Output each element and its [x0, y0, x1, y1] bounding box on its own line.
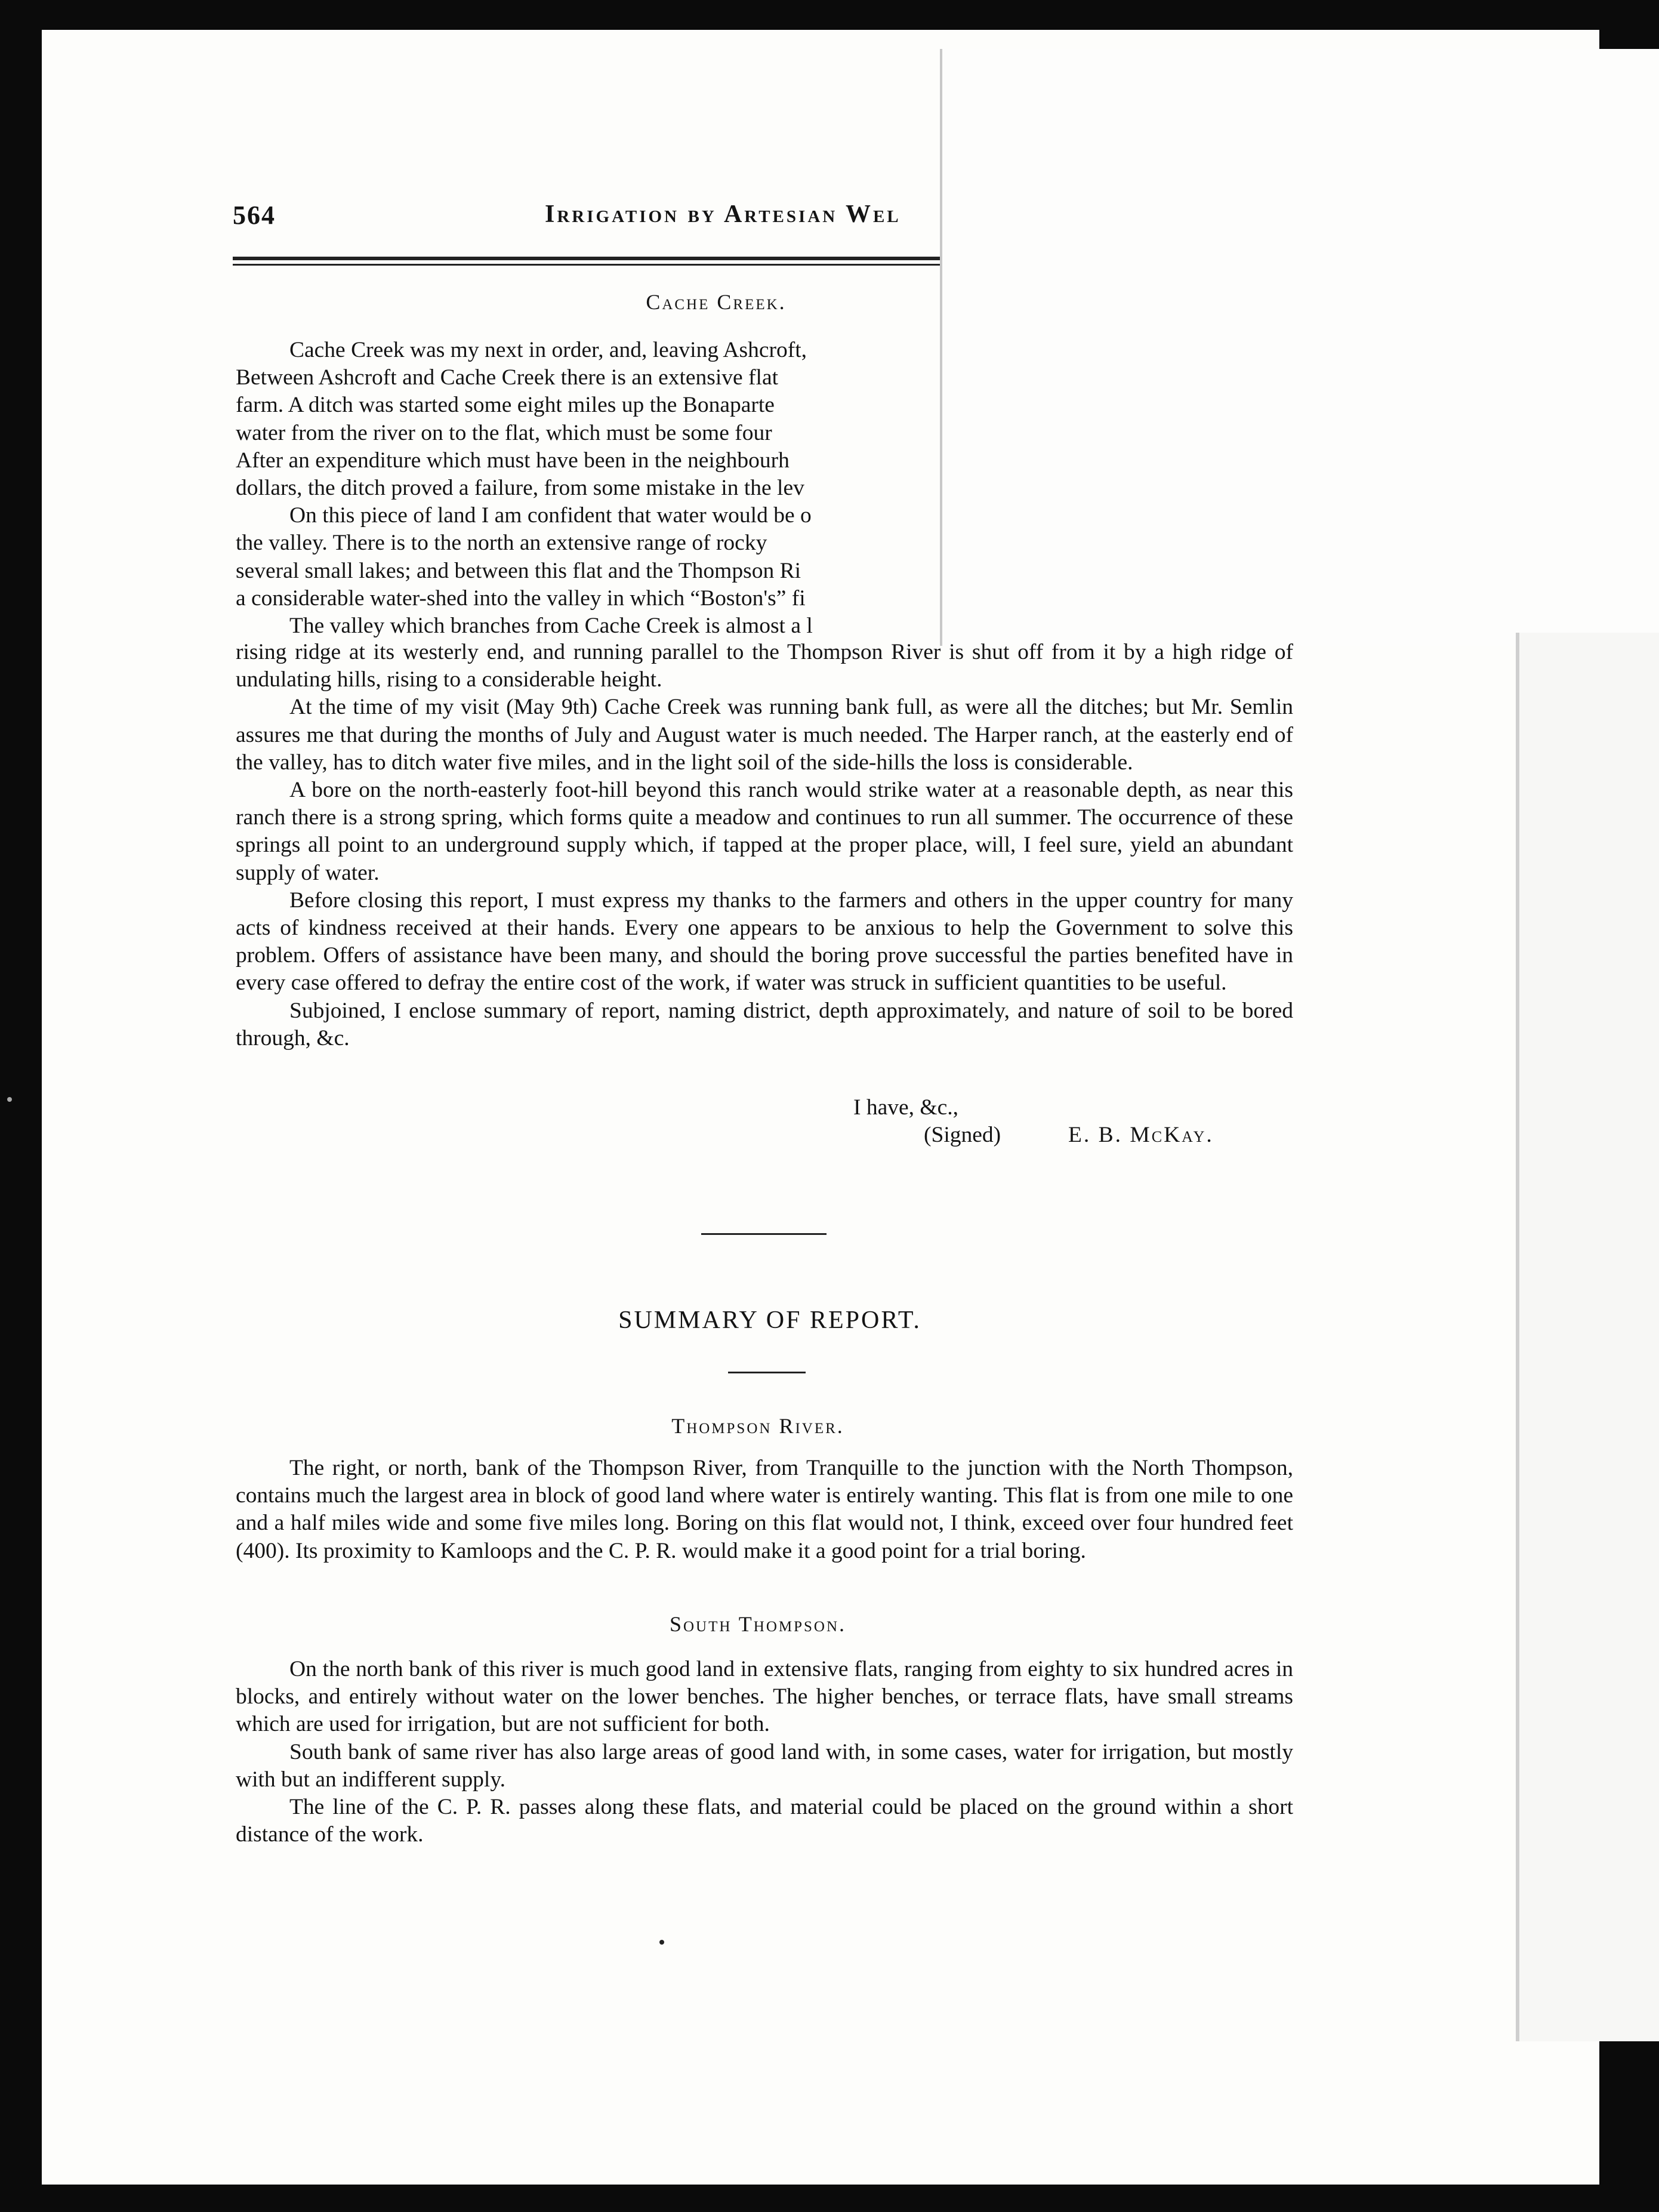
- paragraph: The valley which branches from Cache Creek is almost a l: [289, 614, 813, 639]
- paragraph: South bank of same river has also large areas of good land with, in some cases, water for irrigation, but mostly with but an indifferent supply.: [236, 1739, 1293, 1792]
- signed-label: (Signed): [924, 1123, 1001, 1147]
- paragraph: A bore on the north-easterly foot-hill beyond this ranch would strike water at a reasonable depth, as near this ranch there is a strong spring, which forms quite a meadow and continues to run all summer. The occurrence of these springs all point to an underground supply which, if tapped at the proper place, will, I feel sure, yield an abundant supply of water.: [236, 778, 1293, 885]
- cache-creek-text: [236, 639, 1293, 1052]
- underlying-paper-edge: [1516, 633, 1659, 2041]
- title-rule: [728, 1372, 806, 1373]
- south-thompson-text: [236, 1656, 1293, 1849]
- section-heading-thompson-river: Thompson River.: [671, 1414, 844, 1438]
- paragraph: Before closing this report, I must express my thanks to the farmers and others in the upper country for many acts of kindness received at their hands. Every one appears to be anxious to help the Government to solve this problem. Offers of assistance have been many, and should the boring prove successful the parties benefited have in every case offered to defray the entire cost of the work, if water was struck in sufficient quantities to be useful.: [236, 888, 1293, 996]
- section-heading-cache-creek: Cache Creek.: [646, 290, 787, 314]
- overlaid-paper-sheet: [940, 49, 1659, 646]
- signatory-name: E. B. McKay.: [1068, 1123, 1214, 1147]
- paragraph-continuation: rising ridge at its westerly end, and running parallel to the Thompson River is shut off from it by a high ridge of undulating hills, rising to a considerable height.: [236, 640, 1293, 692]
- paragraph: Cache Creek was my next in order, and, leaving Ashcroft, Between Ashcroft and Cache Creek there is an extensive flat farm. A ditch was started some eight miles up the Bonaparte water from the river on to the flat, which must be some four After an expenditure which must have been in the neighbourh dollars, the ditch proved a failure, from some mistake in the lev: [236, 338, 807, 501]
- page-number: 564: [233, 201, 276, 230]
- section-heading-south-thompson: South Thompson.: [669, 1612, 847, 1636]
- header-rule: [233, 264, 940, 266]
- section-separator-rule: [701, 1233, 827, 1235]
- scan-speck: [7, 1097, 12, 1102]
- thompson-river-text: [236, 1455, 1293, 1565]
- summary-title: SUMMARY OF REPORT.: [618, 1307, 921, 1334]
- paragraph: The line of the C. P. R. passes along these flats, and material could be placed on the ground within a short distance of the work.: [236, 1795, 1293, 1847]
- running-title: Irrigation by Artesian Wel: [545, 201, 901, 228]
- closing-salutation: I have, &c.,: [853, 1095, 958, 1120]
- header-rule: [233, 257, 940, 260]
- ink-speck: [659, 1940, 664, 1945]
- paragraph: At the time of my visit (May 9th) Cache Creek was running bank full, as were all the ditches; but Mr. Semlin assures me that during the months of July and August water is much needed. The Harper ranch, at the easterly end of the valley, has to ditch water five miles, and in the light soil of the side-hills the loss is considerable.: [236, 695, 1293, 775]
- paragraph: On the north bank of this river is much good land in extensive flats, ranging from eighty to six hundred acres in blocks, and entirely without water on the lower benches. The higher benches, or terrace flats, have small streams which are used for irrigation, but are not sufficient for both.: [236, 1657, 1293, 1737]
- paragraph: Subjoined, I enclose summary of report, naming district, depth approximately, and nature of soil to be bored through, &c.: [236, 998, 1293, 1050]
- paragraph: On this piece of land I am confident that water would be o the valley. There is to the north an extensive range of rocky several small lakes; and between this flat and the Thompson Ri a considerable water-shed into the valley in which “Boston's” fi: [236, 503, 812, 611]
- cache-creek-cut-text: [236, 337, 937, 640]
- paragraph: The right, or north, bank of the Thompson River, from Tranquille to the junction with the North Thompson, contains much the largest area in block of good land where water is entirely wanting. This flat is from one mile to one and a half miles wide and some five miles long. Boring on this flat would not, I think, exceed over four hundred feet (400). Its proximity to Kamloops and the C. P. R. would make it a good point for a trial boring.: [236, 1456, 1293, 1563]
